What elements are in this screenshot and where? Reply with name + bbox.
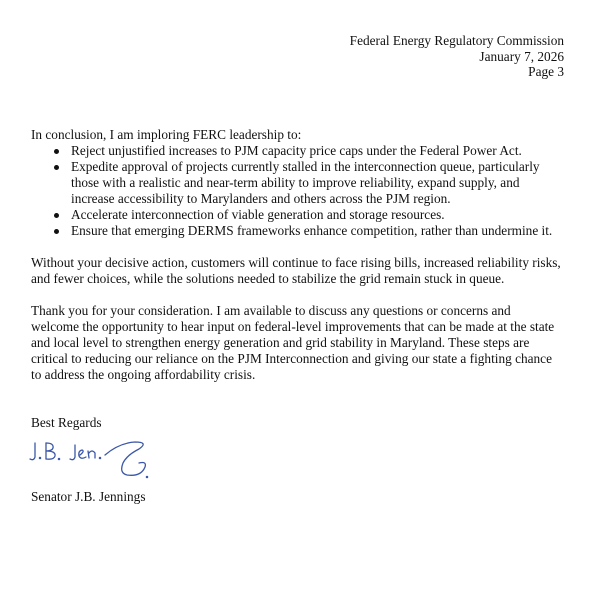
request-item: Expedite approval of projects currently stalled in the interconnection queue, particularly those with a realistic and near-term ability to improve reliability, expand supply, and increase accessibility to Marylanders and others across the PJM region.	[31, 159, 561, 207]
letter-body	[31, 127, 561, 505]
handwritten-signature	[31, 433, 171, 489]
signature-icon	[27, 433, 177, 489]
letter-header	[350, 33, 564, 80]
salutation: Best Regards	[31, 415, 102, 430]
signer-name: Senator J.B. Jennings	[31, 489, 146, 504]
warning-paragraph: Without your decisive action, customers will continue to face rising bills, increased reliability risks, and fewer choices, while the solutions needed to stabilize the grid remain stuck in queue.	[31, 255, 561, 286]
thanks-paragraph: Thank you for your consideration. I am available to discuss any questions or concerns and welcome the opportunity to hear input on federal-level improvements that can be made at the state and local level to strengthen energy generation and grid stability in Maryland. These steps are critical to reducing our reliance on the PJM Interconnection and giving our state a fighting chance to address the ongoing affordability crisis.	[31, 303, 555, 382]
request-item: Accelerate interconnection of viable generation and storage resources.	[31, 207, 561, 223]
header-agency: Federal Energy Regulatory Commission	[349, 33, 564, 48]
request-item: Ensure that emerging DERMS frameworks enhance competition, rather than undermine it.	[31, 223, 561, 239]
intro-paragraph: In conclusion, I am imploring FERC leadership to:	[31, 127, 302, 142]
header-page-number: Page 3	[528, 64, 564, 79]
request-item: Reject unjustified increases to PJM capacity price caps under the Federal Power Act.	[31, 143, 561, 159]
request-list	[31, 143, 561, 239]
closing-block	[31, 415, 561, 505]
header-date: January 7, 2026	[479, 48, 564, 64]
